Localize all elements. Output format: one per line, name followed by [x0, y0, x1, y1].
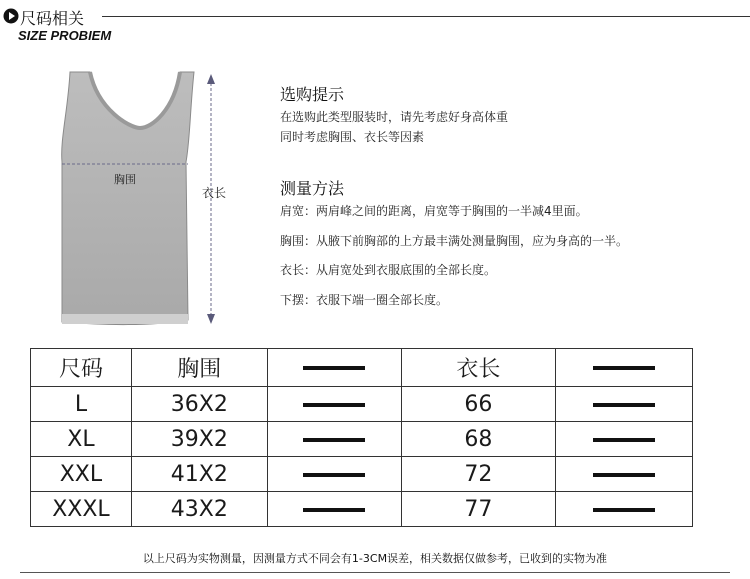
size-cell: XXL [31, 457, 132, 492]
dash-mark [593, 366, 655, 370]
dash-mark [303, 438, 365, 442]
dash-mark [303, 403, 365, 407]
dash-mark [303, 508, 365, 512]
dash-mark [303, 366, 365, 370]
chest-cell: 43X2 [131, 492, 267, 527]
chest-label: 胸围 [114, 173, 136, 186]
header [0, 0, 750, 48]
chest-cell: 41X2 [131, 457, 267, 492]
method-line-shoulder: 肩宽：两肩峰之间的距离，肩宽等于胸围的一半减4里面。 [280, 204, 588, 218]
blank-cell [267, 422, 401, 457]
buying-tips-heading: 选购提示 [280, 85, 345, 104]
blank-cell [556, 422, 693, 457]
blank-cell [267, 492, 401, 527]
tank-top-diagram [40, 70, 240, 332]
blank-cell [556, 387, 693, 422]
method-line-chest: 胸围：从腋下前胸部的上方最丰满处测量胸围，应为身高的一半。 [280, 234, 629, 248]
blank-cell [267, 387, 401, 422]
column-header-chest: 胸围 [131, 349, 267, 387]
chest-cell: 39X2 [131, 422, 267, 457]
blank-cell [556, 457, 693, 492]
dash-mark [593, 438, 655, 442]
length-cell: 77 [401, 492, 556, 527]
dash-mark [593, 473, 655, 477]
bottom-divider [20, 572, 730, 573]
size-cell: L [31, 387, 132, 422]
column-header-length: 衣长 [401, 349, 556, 387]
column-header-blank [267, 349, 401, 387]
method-line-length: 衣长：从肩宽处到衣服底围的全部长度。 [280, 263, 497, 277]
section-title: 尺码相关 [20, 9, 85, 28]
dash-mark [593, 508, 655, 512]
table-row [31, 457, 693, 492]
column-header-size: 尺码 [31, 349, 132, 387]
size-cell: XXXL [31, 492, 132, 527]
measurement-method-heading: 测量方法 [280, 179, 345, 198]
table-row [31, 422, 693, 457]
table-header-row [31, 349, 693, 387]
dash-mark [303, 473, 365, 477]
method-line-hem: 下摆：衣服下端一圈全部长度。 [280, 293, 449, 307]
blank-cell [267, 457, 401, 492]
table-row [31, 387, 693, 422]
length-label: 衣长 [202, 186, 227, 200]
play-circle-icon [3, 8, 19, 24]
section-subtitle: SIZE PROBIEM [18, 28, 112, 43]
table-row [31, 492, 693, 527]
chest-cell: 36X2 [131, 387, 267, 422]
length-cell: 68 [401, 422, 556, 457]
blank-cell [556, 492, 693, 527]
length-cell: 72 [401, 457, 556, 492]
size-table [30, 348, 693, 527]
column-header-blank [556, 349, 693, 387]
size-cell: XL [31, 422, 132, 457]
length-cell: 66 [401, 387, 556, 422]
buying-tip-line: 同时考虑胸围、衣长等因素 [280, 130, 425, 144]
header-rule [102, 16, 750, 17]
measurement-footnote: 以上尺码为实物测量，因测量方式不同会有1-3CM误差，相关数据仅做参考，已收到的实物为准 [142, 552, 608, 565]
dash-mark [593, 403, 655, 407]
buying-tip-line: 在选购此类型服装时，请先考虑好身高体重 [280, 110, 509, 124]
